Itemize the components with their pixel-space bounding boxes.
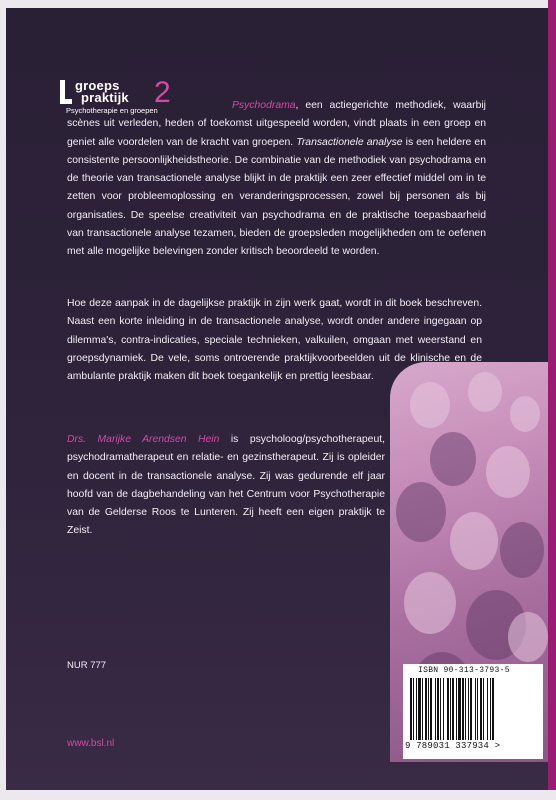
- term-transactionele-analyse: Transactionele analyse: [296, 136, 403, 148]
- author-bio: Drs. Marijke Arendsen Hein is psycholoog/psychotherapeut, psychodramatherapeut en relatie- en gezinstherapeut. Zij is opleider en docent in de transactionele analyse. Zij was gedurende elf jaar hoofd van de dagbehandeling van het Centrum voor Psychotherapie van de Gelderse Roos te Lunteren. Zij heeft een eigen praktijk te Zeist.: [67, 434, 385, 537]
- ean-number: 9 789031 337934 >: [405, 741, 501, 751]
- spine-edge: [548, 0, 556, 800]
- logo-word-groeps: groeps: [75, 78, 120, 93]
- series-number: 2: [154, 76, 171, 109]
- logo-word-praktijk: praktijk: [81, 90, 129, 105]
- logo-subtitle: Psychotherapie en groepen: [66, 106, 158, 115]
- page-edge-left: [0, 0, 6, 800]
- term-psychodrama: Psychodrama: [232, 100, 296, 111]
- isbn-label: ISBN 90-313-3793-5: [418, 666, 510, 675]
- page-edge-bottom: [0, 790, 556, 800]
- description-paragraph-2: Hoe deze aanpak in de dagelijkse praktijk in zijn werk gaat, wordt in dit boek beschreven. Naast een korte inleiding in de transactionele analyse, wordt onder andere ingegaan op dilemma's, contra-indicaties, speciale technieken, valkuilen, omgaan met weerstand en groepsdynamiek. De vele, soms ontroerende praktijkvoorbeelden uit de klinische en de ambulante praktijk maken dit boek toegankelijk en prettig leesbaar.: [67, 298, 482, 383]
- nur-code: NUR 777: [67, 660, 107, 671]
- description-paragraph-1: Psychodrama, een actiegerichte methodiek, waarbij scènes uit verleden, heden of toekomst uitgespeeld worden, vindt plaats in een groep en geniet alle voordelen van de kracht van groepen. Transactionele analyse is een heldere en consistente persoonlijkheidstheorie. De combinatie van de methodiek van psychodrama en de theorie van transactionele analyse blijkt in de praktijk een zeer effectief middel om in te zetten voor probleemoplossing en veranderingsprocessen, zowel bij personen als bij organisaties. De speelse creativiteit van psychodrama en de praktische toepasbaarheid van transactionele analyse tezamen, bieden de groepsleden mogelijkheden om te oefenen met alle mogelijke belevingen zonder kritisch beoordeeld te worden.: [67, 100, 486, 258]
- publisher-website: www.bsl.nl: [67, 738, 115, 749]
- page-edge-top: [0, 0, 556, 8]
- barcode-icon: [408, 678, 536, 740]
- author-name: Drs. Marijke Arendsen Hein: [67, 434, 220, 445]
